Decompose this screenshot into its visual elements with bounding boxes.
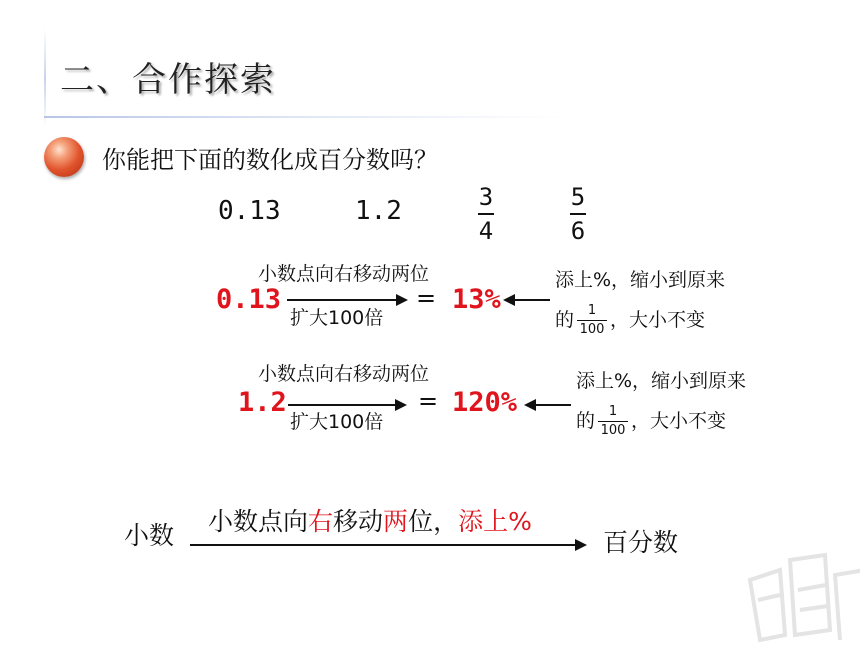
note-prefix: 的 [555, 309, 575, 331]
example1-note [555, 260, 725, 340]
example1-arrow-bottom-label: 扩大100倍 [290, 307, 384, 329]
rule-part: 位， [408, 507, 459, 536]
example2-note-line1: 添上%，缩小到原来 [576, 370, 747, 392]
right-arrow-icon [396, 294, 408, 306]
example2-arrow-top-label: 小数点向右移动两位 [258, 363, 430, 385]
example1-note-line1: 添上%，缩小到原来 [555, 269, 726, 291]
example2-note [576, 361, 746, 441]
example2-value: 1.2 [238, 387, 287, 418]
question-text: 你能把下面的数化成百分数吗？ [102, 146, 438, 174]
fraction-bar [570, 213, 586, 215]
note-fraction-denominator: 100 [600, 423, 626, 438]
rule-part-highlight: 右 [308, 507, 334, 536]
page-title: 二、合作探索 [60, 60, 276, 100]
example2-result: 120% [452, 387, 518, 418]
fraction-denominator: 6 [570, 217, 586, 245]
rule-part-highlight: 添上% [458, 507, 532, 536]
rule-part: 小数点向 [208, 507, 309, 536]
example1-note-line2 [555, 300, 725, 340]
note-fraction-denominator: 100 [579, 322, 605, 337]
fraction-numerator: 5 [570, 183, 586, 211]
example1-left-arrow-line [514, 299, 550, 301]
note-fraction [598, 405, 628, 438]
example2-arrow-bottom-label: 扩大100倍 [290, 411, 384, 433]
example2-left-arrow-line [535, 404, 571, 406]
example2-note-line2 [576, 401, 746, 441]
right-arrow-icon [395, 399, 407, 411]
note-fraction-numerator: 1 [608, 404, 618, 419]
watermark-decoration-icon [740, 540, 860, 650]
example1-value: 0.13 [216, 284, 282, 315]
note-fraction-bar [598, 421, 628, 422]
summary-rule [208, 502, 532, 538]
fraction-5-6 [570, 184, 586, 244]
rule-part-highlight: 两 [383, 507, 409, 536]
fraction-bar [478, 213, 494, 215]
note-fraction-numerator: 1 [587, 303, 597, 318]
title-accent-horizontal-line [44, 116, 564, 118]
fraction-3-4 [478, 184, 494, 244]
example2-right-arrow-line [288, 404, 396, 406]
example1-arrow-top-label: 小数点向右移动两位 [258, 263, 430, 285]
example1-result: 13% [452, 284, 501, 315]
example1-right-arrow-line [287, 299, 397, 301]
note-fraction [577, 304, 607, 337]
note-suffix: ，大小不变 [610, 309, 706, 331]
summary-right-label: 百分数 [603, 528, 679, 557]
summary-left-label: 小数 [124, 521, 175, 550]
fraction-denominator: 4 [478, 217, 494, 245]
number-1-2: 1.2 [355, 196, 402, 226]
summary-arrow-line [190, 544, 576, 546]
example2-equals: = [418, 387, 439, 415]
example1-equals: = [416, 284, 437, 312]
rule-part: 移动 [333, 507, 384, 536]
fraction-numerator: 3 [478, 183, 494, 211]
number-0-13: 0.13 [218, 196, 281, 226]
note-suffix: ，大小不变 [631, 410, 727, 432]
note-prefix: 的 [576, 410, 596, 432]
orange-ball-bullet-icon [44, 137, 84, 177]
note-fraction-bar [577, 320, 607, 321]
right-arrow-icon [575, 539, 587, 551]
title-accent-vertical-line [44, 28, 46, 128]
